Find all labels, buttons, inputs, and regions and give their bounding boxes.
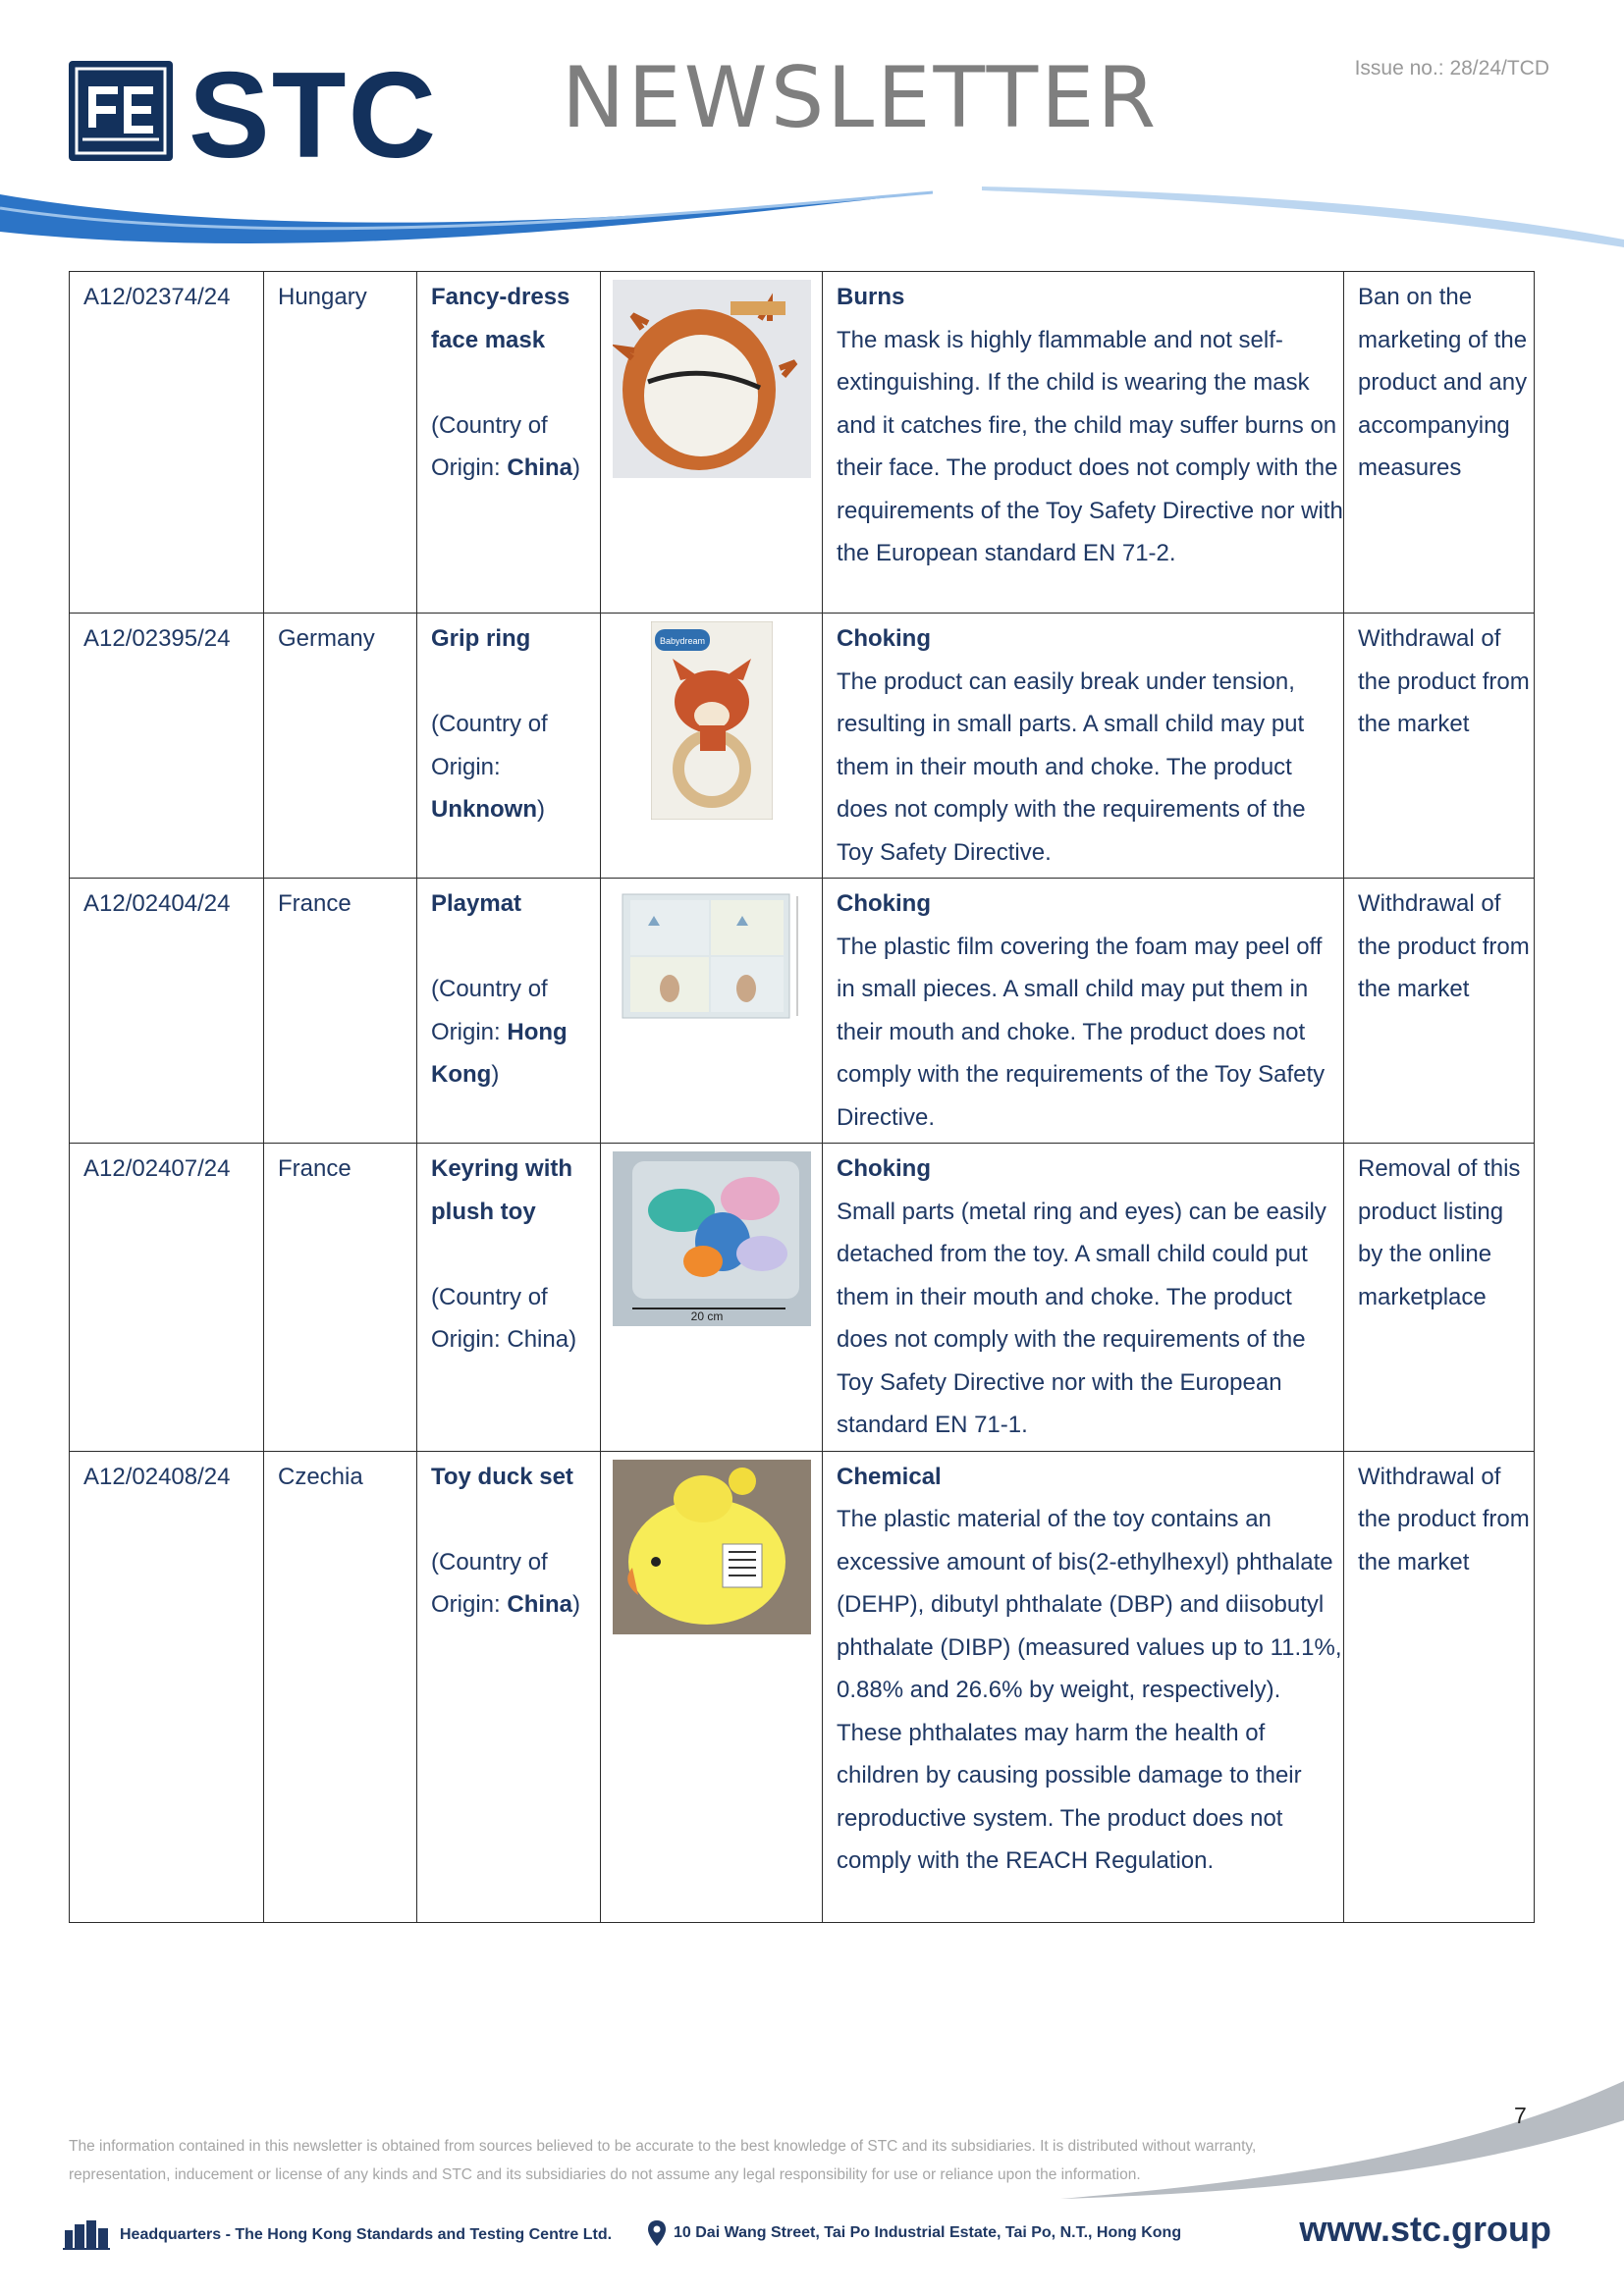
measure-taken: Withdrawal of the product from the market — [1344, 879, 1535, 1144]
notifying-country: France — [264, 879, 417, 1144]
playmat-photo — [619, 886, 805, 1034]
risk-description: The mask is highly flammable and not self-extinguishing. If the child is wearing the mask and it catches fire, the child may suffer burns on their face. The product does not comply with the requirements of the Toy Safety Directive nor with the European standard EN 71-2. — [837, 326, 1343, 566]
origin-close: ) — [572, 454, 581, 481]
table-row — [70, 1451, 1535, 1922]
website-link[interactable]: www.stc.group — [1299, 2209, 1551, 2249]
risk-type: Choking — [837, 625, 931, 652]
issue-number: Issue no.: 28/24/TCD — [1354, 57, 1549, 80]
origin-value: Hong Kong — [431, 1018, 568, 1088]
address-text: 10 Dai Wang Street, Tai Po Industrial Estate, Tai Po, N.T., Hong Kong — [674, 2224, 1182, 2241]
product-name: Keyring with plush toy — [431, 1155, 573, 1225]
recall-table — [69, 271, 1535, 1923]
risk-cell — [823, 879, 1344, 1144]
grip-ring-photo — [651, 621, 773, 820]
risk-cell — [823, 272, 1344, 614]
product-image-cell — [601, 1451, 823, 1922]
measure-taken: Withdrawal of the product from the market — [1344, 614, 1535, 879]
header-swoosh-decoration — [0, 187, 1624, 265]
origin-value: China — [507, 454, 573, 481]
product-name: Grip ring — [431, 625, 531, 652]
origin-close: ) — [491, 1061, 500, 1088]
reference-number: A12/02395/24 — [70, 614, 264, 879]
newsletter-title: NEWSLETTER — [562, 49, 1160, 147]
notifying-country: Hungary — [264, 272, 417, 614]
risk-description: Small parts (metal ring and eyes) can be easily detached from the toy. A small child could put them in their mouth and choke. The product does not comply with the requirements of the Toy Safety Directive nor with the European standard EN 71-1. — [837, 1198, 1326, 1438]
scale-label: 20 cm — [690, 1309, 723, 1323]
risk-type: Choking — [837, 1155, 931, 1182]
origin-label: (Country of Origin: — [431, 976, 548, 1045]
product-cell — [417, 879, 601, 1144]
stc-logo-graphic — [69, 57, 461, 165]
building-icon — [63, 2220, 110, 2250]
measure-taken: Ban on the marketing of the product and any accompanying measures — [1344, 272, 1535, 614]
product-cell — [417, 614, 601, 879]
reference-number: A12/02374/24 — [70, 272, 264, 614]
origin-text: (Country of Origin: China) — [431, 1283, 577, 1353]
keyring-plush-toy-photo — [613, 1151, 811, 1326]
reference-number: A12/02404/24 — [70, 879, 264, 1144]
origin-close: ) — [537, 796, 545, 823]
headquarters-text: Headquarters - The Hong Kong Standards and Testing Centre Ltd. — [120, 2226, 613, 2243]
origin-value: China — [507, 1591, 573, 1618]
headquarters-line — [63, 2220, 612, 2250]
notifying-country: France — [264, 1144, 417, 1452]
reference-number: A12/02408/24 — [70, 1451, 264, 1922]
risk-type: Choking — [837, 890, 931, 917]
product-image-cell — [601, 614, 823, 879]
table-row — [70, 272, 1535, 614]
stc-logo — [69, 57, 461, 165]
product-name: Playmat — [431, 890, 522, 917]
disclaimer: The information contained in this newsletter is obtained from sources believed to be accurate to the best knowledge of STC and its subsidiaries. It is distributed without warranty, representation, inducement or license of any kinds and STC and its subsidiaries do not assume any legal responsibility for use or reliance upon the information. — [69, 2138, 1257, 2183]
toy-duck-set-photo — [613, 1460, 811, 1634]
product-name: Toy duck set — [431, 1463, 573, 1490]
reference-number: A12/02407/24 — [70, 1144, 264, 1452]
product-image-cell — [601, 879, 823, 1144]
table-row — [70, 614, 1535, 879]
risk-cell — [823, 1144, 1344, 1452]
measure-taken: Removal of this product listing by the online marketplace — [1344, 1144, 1535, 1452]
origin-close: ) — [572, 1591, 581, 1618]
origin-label: (Country of Origin: — [431, 711, 548, 780]
measure-taken: Withdrawal of the product from the market — [1344, 1451, 1535, 1922]
table-row — [70, 1144, 1535, 1452]
product-cell — [417, 272, 601, 614]
notifying-country: Czechia — [264, 1451, 417, 1922]
risk-cell — [823, 1451, 1344, 1922]
origin-label: (Country of Origin: — [431, 1548, 548, 1618]
risk-type: Chemical — [837, 1463, 942, 1490]
product-image-cell — [601, 1144, 823, 1452]
page-number: 7 — [1514, 2103, 1527, 2128]
location-pin-icon — [648, 2220, 666, 2246]
notifying-country: Germany — [264, 614, 417, 879]
product-image-cell — [601, 272, 823, 614]
table-row — [70, 879, 1535, 1144]
product-name: Fancy-dress face mask — [431, 284, 570, 353]
origin-value: Unknown — [431, 796, 537, 823]
risk-description: The product can easily break under tension, resulting in small parts. A small child may put them in their mouth and choke. The product does not comply with the requirements of the Toy Safety Directive. — [837, 667, 1306, 866]
logo-brand-text: STC — [189, 57, 438, 165]
risk-cell — [823, 614, 1344, 879]
address-line — [648, 2220, 1181, 2246]
risk-type: Burns — [837, 284, 905, 310]
product-cell — [417, 1451, 601, 1922]
product-cell — [417, 1144, 601, 1452]
risk-description: The plastic material of the toy contains an excessive amount of bis(2-ethylhexyl) phthalate (DEHP), dibutyl phthalate (DBP) and diisobutyl phthalate (DIBP) (measured values up to 11.1%, 0.88% and 26.6% by weight, respectively). These phthalates may harm the health of children by causing possible damage to their reproductive system. The product does not comply with the REACH Regulation. — [837, 1506, 1342, 1874]
package-brand-label: Babydream — [659, 636, 705, 646]
fancy-dress-face-mask-photo — [613, 280, 811, 478]
origin-label: (Country of Origin: — [431, 411, 548, 481]
risk-description: The plastic film covering the foam may peel off in small pieces. A small child may put them in their mouth and choke. The product does not comply with the requirements of the Toy Safety Directive. — [837, 933, 1326, 1131]
